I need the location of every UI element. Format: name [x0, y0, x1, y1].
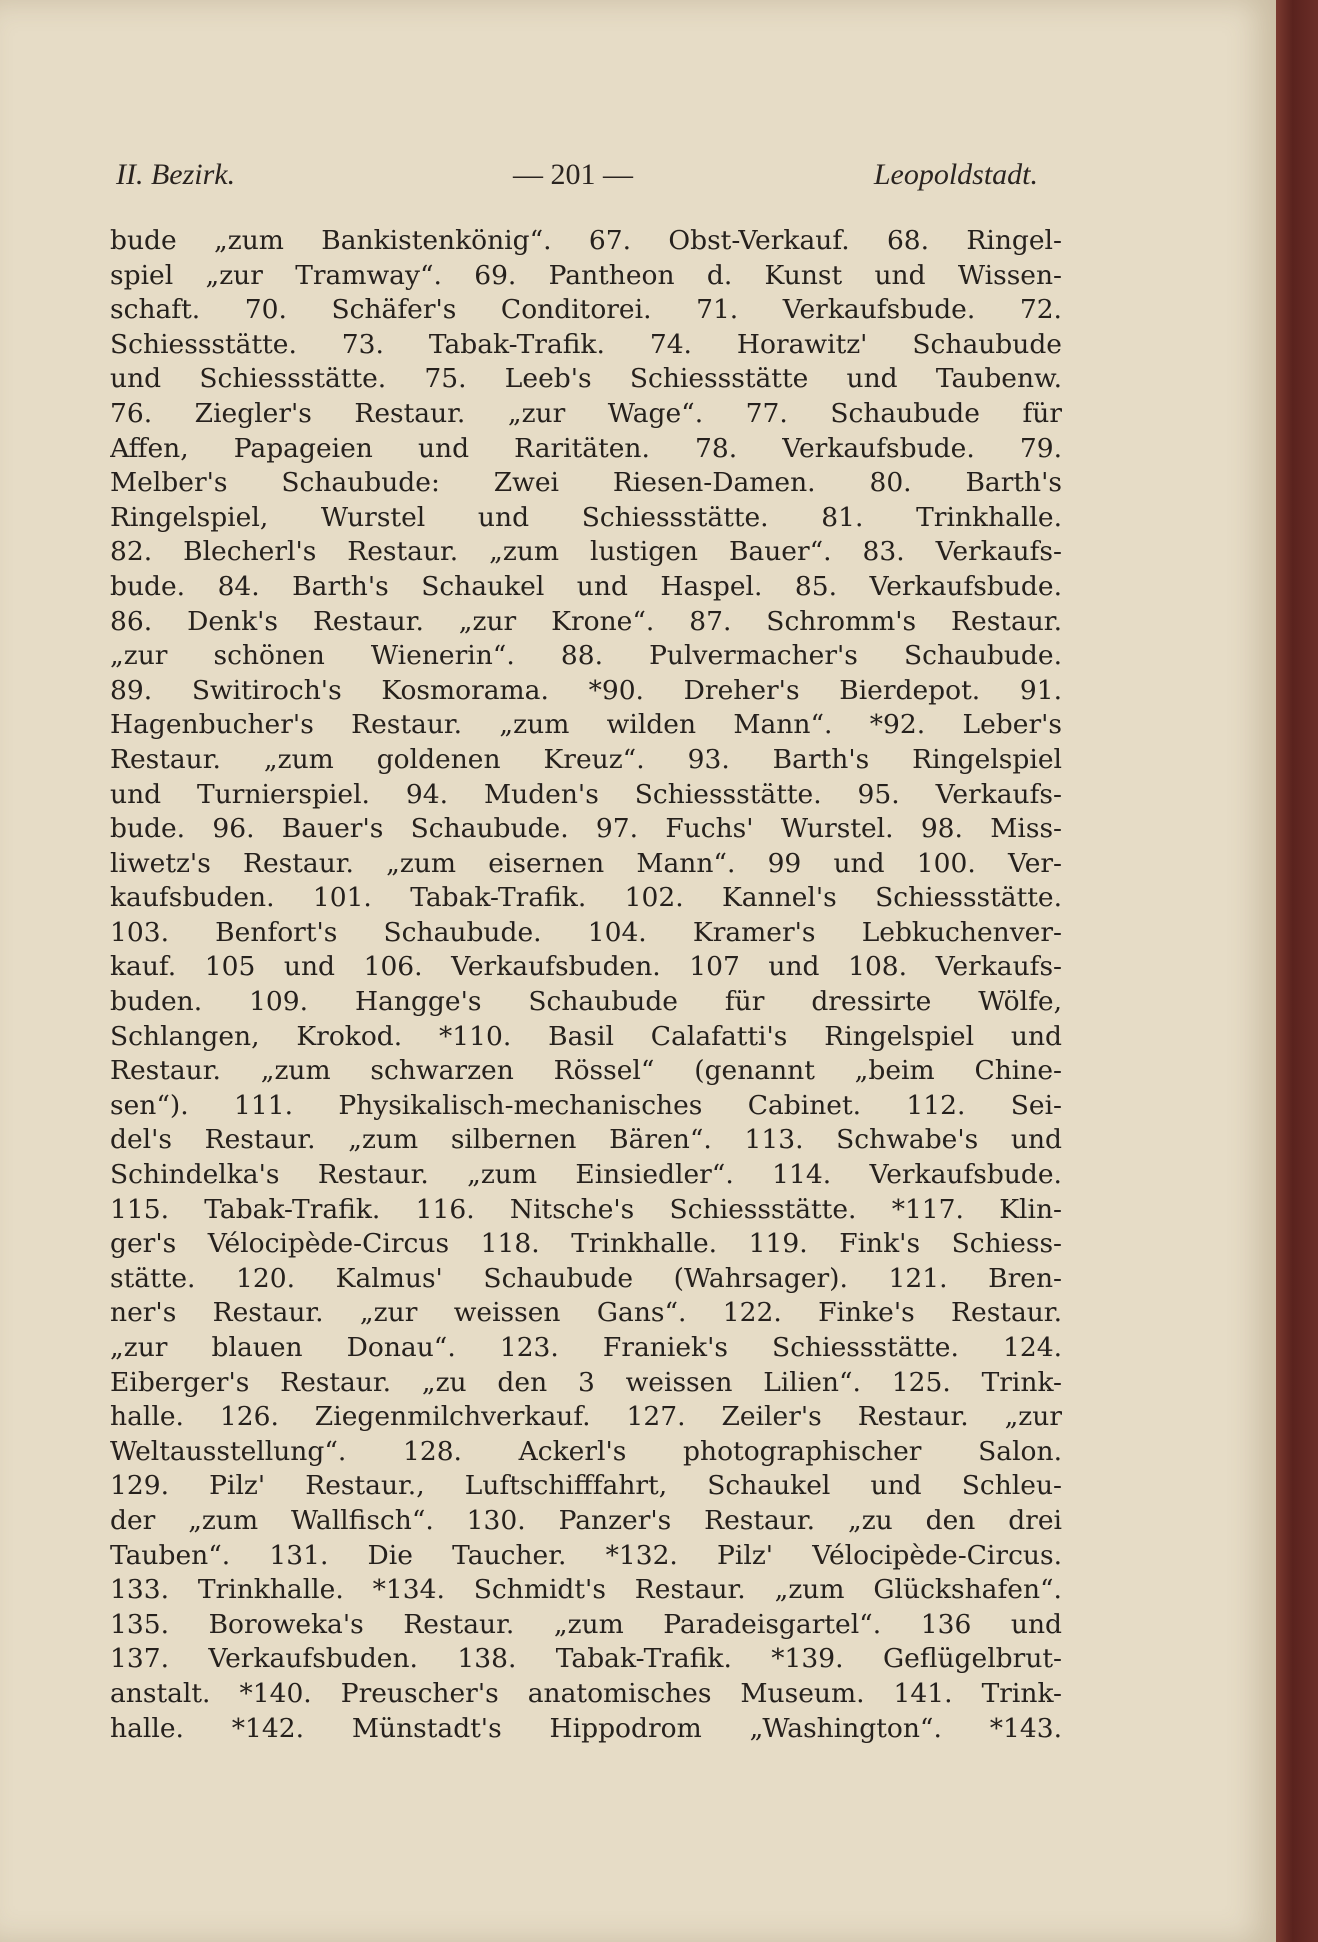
text-line: buden. 109. Hangge's Schaubude für dressirte Wölfe,	[110, 986, 1062, 1018]
text-line: und Schiessstätte. 75. Leeb's Schiessstätte und Taubenw.	[110, 363, 1062, 395]
text-line: 137. Verkaufsbuden. 138. Tabak-Trafik. *139. Geflügelbrut-	[110, 1643, 1062, 1675]
text-line: del's Restaur. „zum silbernen Bären“. 113. Schwabe's und	[110, 1124, 1062, 1156]
text-line: stätte. 120. Kalmus' Schaubude (Wahrsager). 121. Bren-	[110, 1262, 1062, 1294]
text-line: der „zum Wallfisch“. 130. Panzer's Restaur. „zu den drei	[110, 1504, 1062, 1536]
text-line: schaft. 70. Schäfer's Conditorei. 71. Verkaufsbude. 72.	[110, 294, 1062, 326]
text-line: 129. Pilz' Restaur., Luftschifffahrt, Schaukel und Schleu-	[110, 1470, 1062, 1502]
page-number: — 201 —	[513, 158, 633, 191]
header-district: II. Bezirk.	[116, 158, 236, 191]
text-line: „zur blauen Donau“. 123. Franiek's Schiessstätte. 124.	[110, 1332, 1062, 1363]
running-header	[108, 158, 1038, 208]
text-line: kauf. 105 und 106. Verkaufsbuden. 107 und 108. Verkaufs-	[110, 951, 1062, 983]
text-line: 115. Tabak-Trafik. 116. Nitsche's Schiessstätte. *117. Klin-	[110, 1193, 1062, 1225]
text-line: Melber's Schaubude: Zwei Riesen-Damen. 80. Barth's	[110, 467, 1062, 499]
text-line: 103. Benfort's Schaubude. 104. Kramer's Lebkuchenver-	[110, 916, 1062, 948]
text-line: bude „zum Bankistenkönig“. 67. Obst-Verkauf. 68. Ringel-	[110, 225, 1062, 256]
text-line: halle. 126. Ziegenmilchverkauf. 127. Zeiler's Restaur. „zur	[110, 1401, 1062, 1433]
text-line: 76. Ziegler's Restaur. „zur Wage“. 77. Schaubude für	[110, 397, 1062, 429]
text-line: Restaur. „zum schwarzen Rössel“ (genannt „beim Chine-	[110, 1055, 1062, 1087]
text-line: bude. 96. Bauer's Schaubude. 97. Fuchs' Wurstel. 98. Miss-	[110, 813, 1062, 845]
text-line: spiel „zur Tramway“. 69. Pantheon d. Kunst und Wissen-	[110, 259, 1062, 291]
text-line: Schindelka's Restaur. „zum Einsiedler“. 114. Verkaufsbude.	[110, 1159, 1062, 1191]
text-line: Ringelspiel, Wurstel und Schiessstätte. 81. Trinkhalle.	[110, 501, 1062, 533]
text-line: sen“). 111. Physikalisch-mechanisches Cabinet. 112. Sei-	[110, 1089, 1062, 1121]
text-line: und Turnierspiel. 94. Muden's Schiessstätte. 95. Verkaufs-	[110, 778, 1062, 810]
text-line: 133. Trinkhalle. *134. Schmidt's Restaur. „zum Glückshafen“.	[110, 1574, 1062, 1606]
text-line: 135. Boroweka's Restaur. „zum Paradeisgartel“. 136 und	[110, 1608, 1062, 1640]
text-line: Schlangen, Krokod. *110. Basil Calafatti's Ringelspiel und	[110, 1020, 1062, 1052]
book-cover-edge	[1276, 0, 1318, 1942]
text-line: Eiberger's Restaur. „zu den 3 weissen Lilien“. 125. Trink-	[110, 1366, 1062, 1398]
text-line: Affen, Papageien und Raritäten. 78. Verkaufsbude. 79.	[110, 432, 1062, 464]
text-line: ger's Vélocipède-Circus 118. Trinkhalle. 119. Fink's Schiess-	[110, 1228, 1062, 1260]
text-line: 82. Blecherl's Restaur. „zum lustigen Bauer“. 83. Verkaufs-	[110, 536, 1062, 568]
text-line: 89. Switiroch's Kosmorama. *90. Dreher's Bierdepot. 91.	[110, 674, 1062, 706]
text-line: liwetz's Restaur. „zum eisernen Mann“. 99 und 100. Ver-	[110, 847, 1062, 879]
text-line: bude. 84. Barth's Schaukel und Haspel. 85. Verkaufsbude.	[110, 570, 1062, 602]
text-line: Hagenbucher's Restaur. „zum wilden Mann“. *92. Leber's	[110, 709, 1062, 741]
text-line: kaufsbuden. 101. Tabak-Trafik. 102. Kannel's Schiessstätte.	[110, 882, 1062, 914]
text-line: Restaur. „zum goldenen Kreuz“. 93. Barth's Ringelspiel	[110, 743, 1062, 775]
text-line: 86. Denk's Restaur. „zur Krone“. 87. Schromm's Restaur.	[110, 605, 1062, 637]
text-line: Schiessstätte. 73. Tabak-Trafik. 74. Horawitz' Schaubude	[110, 328, 1062, 360]
header-locality: Leopoldstadt.	[873, 158, 1038, 191]
body-text	[110, 224, 1062, 1746]
text-line: halle. *142. Münstadt's Hippodrom „Washington“. *143.	[110, 1712, 1062, 1744]
text-line: anstalt. *140. Preuscher's anatomisches Museum. 141. Trink-	[110, 1677, 1062, 1709]
text-line: Weltausstellung“. 128. Ackerl's photographischer Salon.	[110, 1435, 1062, 1467]
text-line: Tauben“. 131. Die Taucher. *132. Pilz' Vélocipède-Circus.	[110, 1539, 1062, 1571]
text-line: ner's Restaur. „zur weissen Gans“. 122. Finke's Restaur.	[110, 1297, 1062, 1329]
text-line: „zur schönen Wienerin“. 88. Pulvermacher's Schaubude.	[110, 640, 1062, 672]
